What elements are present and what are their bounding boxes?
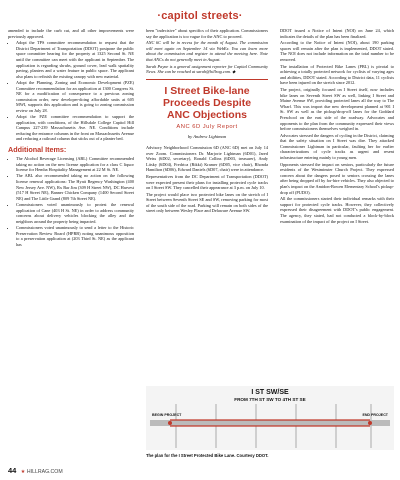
star-icon: ★ (20, 469, 26, 475)
map-graphic (146, 386, 394, 450)
body-paragraph: Advisory Neighborhood Commission 6D (ANC 6D) met on July 14 over Zoom. Commissioners Dr. Marjorie Lightman (6D01), Jared Weiss (6D02, secretary), Ronald Collins (6D03, treasurer), Andy Litsky (6D04), Fredrica (Rikki) Kramer (6D05, vice chair), Rhonda Hamilton (6D06), Edward Daniels (6D07, chair) were in attendance. (146, 144, 268, 173)
list-item: • Commissioners voted unanimously to send a letter to the Historic Preservation Review Board (HPRB) noting unanimous opposition to a preservation application at (203 Third St. NE) as the applicant has (16, 225, 134, 247)
additional-items-heading: Additional Items: (8, 145, 67, 155)
body-paragraph: Representatives from the DC Department of Transportation (DDOT) were expected present their plans for installing protected cycle tracks on I Street SW. They cancelled their appearance at 3 p.m. on July 10. (146, 173, 268, 191)
list-item: • The ABL also recommended taking no action on the following license renewal applications: The Hyatt Regency Washington (400 New Jersey Ave. NW), Rx Bar Jim (309 H Street NW), DC Harvest (517 H Street NE), Banner Chicken Company (1400 Second Street NE) and The Little Grand (809 7th Street NE). (16, 173, 134, 201)
column-middle (146, 28, 268, 215)
recess-note: ANC 6C will be in recess for the month of August. The commission will meet again on September 14 via WebEx. You can learn more about the commission and register to attend the meeting here. Note that ANCs do not generally meet in August. (146, 40, 268, 62)
page-number: 44 (8, 466, 17, 475)
site-name[interactable]: HILLRAG.COM (26, 469, 63, 475)
end-project-marker-icon (368, 421, 372, 425)
article-title-line: I Street Bike-lane (164, 84, 250, 97)
body-paragraph: Opponents stressed the impact on seniors, particularly the future residents of the Westminster Church Project. They expressed concern about the dangers posed to seniors crossing the lanes after being dropped off by for-hire vehicles. They also objected to plan's impact on the Amidon-Bowen Elementary School's pickup-drop off (PUDO). (280, 161, 394, 195)
body-paragraph: The project would place two protected bike lanes on the stretch of I Street between Seventh Street SE and SW, removing parking for most of the south side of the road. Parking will remain on both sides of the street only between Wesley Place and Delaware Avenue SW. (146, 191, 268, 214)
byline: by Andrew Lightman (187, 134, 227, 140)
continued-paragraph: amended to include the curb cut, and all other improvements were previously approved. (8, 28, 134, 39)
column-right (280, 28, 394, 225)
page-footer (8, 466, 63, 475)
additional-items-list (8, 156, 134, 247)
map-title: I ST SW/SE (251, 389, 289, 396)
body-paragraph: According to the Notice of Intent (NOI), about 190 parking spaces will remain after the plan is implemented, DDOT stated. The NOI does not include information on the total number to be removed. (280, 40, 394, 62)
report-label: ANC 6D July Report (176, 123, 238, 130)
begin-project-label: BEGIN PROJECT (152, 413, 182, 417)
author-bio: Sarah Payne is a general assignment reporter for Capital Community News. She can be reached at sarah@hillrag.com. ◆ (146, 63, 268, 75)
body-paragraph: The project, originally focused on I Street itself, now includes bike lanes on Seventh Street SW as well, linking I Street and Maine Avenue SW, providing protected lanes all the way to The Wharf. This was import due new development planned at 901 I St. SW as well as the pickup/drop-off lanes for the Goddard Preschool on the east side of the roadway. Advocates and opponents to the plan from the community expressed their views before commissioners themselves weighed in. (280, 86, 394, 132)
begin-project-marker-icon (168, 421, 172, 425)
bullet-list (8, 40, 134, 142)
article-title-line: Proceeds Despite (162, 96, 252, 109)
continued-paragraph: been "indecisive" about specifics of their application. Commissioners say the application is too vague for the ANC to proceed. (146, 28, 268, 39)
figure-caption (146, 453, 394, 458)
end-project-label: END PROJECT (362, 413, 388, 417)
list-item: • Adopt the TPS committee recommendation to request that the District Department of Transportation (DDOT) postpone the public space committee hearing for the property at 1325 Second St. NE until the committee can meet with the applicant in September. The application is regarding shrubs, ground cover, lead walk spatiality paving, planters and a water feature in public space. The applicant also plans to refinish the existing canopy with new material. (16, 40, 134, 79)
body-paragraph: The installation of Protected Bike Lanes (PBL) is pivotal to achieving a totally protected network for cyclists of varying ages and abilities, DDOT stated. According to District data, 11 cyclists have been injured on the stretch since 2012. (280, 63, 394, 86)
article-title-line: ANC Objections (167, 108, 247, 121)
article-title-block (146, 79, 268, 131)
body-paragraph: Advocates stressed the dangers of cycling in the District, claiming that the safety situation on I Street was dire. They attacked Commissioner Lightman in particular, faulting her for earlier characterizations of cycle tracks as urgent and resent infrastructure entering mainly to young men. (280, 132, 394, 161)
list-item: • Adopt the PZE committee recommendation to support the application, with conditions, of the Hillsdale College Capitol Hill Campus 227-239 Massachusetts Ave. NE. Conditions include reducing the entrance columns in the front on Massachusetts Avenue and reducing a railroad column that sticks out of a planter bed. (16, 114, 134, 142)
masthead-title: ·capitol streets· (157, 10, 243, 22)
map-subtitle: FROM 7TH ST SW TO 4TH ST SE (234, 397, 306, 402)
body-paragraph: DDOT issued a Notice of Intent (NOI) on June 24, which indicates the details of the plan has been finalized. (280, 28, 394, 39)
list-item: • Commissioners voted unanimously to protest the renewal application of Cane (403 H St. NE) in order to address community concerns about delivery vehicles blocking the alley and the neighbors around the property being impacted. (16, 202, 134, 224)
caption-text: The plan for the I Street Protected Bike Lane. Courtesy DDOT. (146, 453, 269, 458)
project-map (146, 386, 394, 450)
column-left (8, 28, 134, 248)
i-street-road (150, 420, 390, 426)
list-item: • The Alcohol Beverage Licensing (ABL) Committee recommended taking no action on the new license application for a class C liquor license for Hemba Hospitality Management at 22 M St. NE. (16, 156, 134, 173)
list-item: • Adopt the Planning, Zoning and Economic Development (PZE) Committee recommendation for an application at 1300 Congress St. NE for a modification of consequence to a previous zoning commission order, new developer-doing affordable units at 605 MWI, supports this application and is going to zoning commission review on July 28. (16, 80, 134, 114)
body-paragraph: All the commissioners started their individual remarks with their support for protected cycle tracks. However, they collectively expressed their disagreement with DDOT's public engagement. The agency, they stated, had not conducted a block-by-block examination of the impact of the project on I Street. (280, 196, 394, 224)
